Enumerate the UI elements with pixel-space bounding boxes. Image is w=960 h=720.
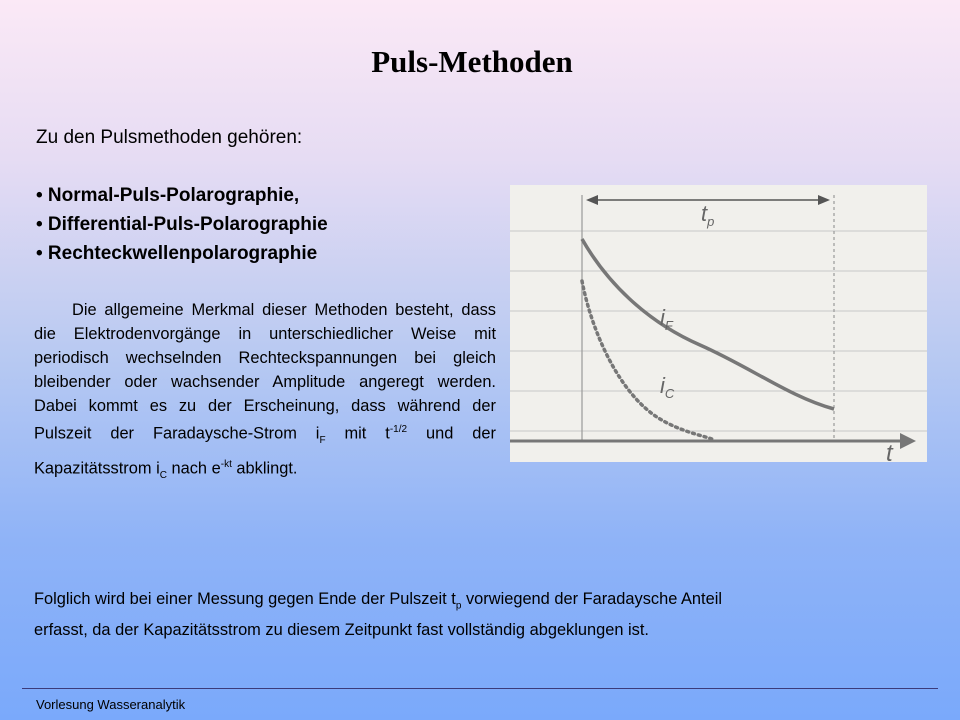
page-title: Puls-Methoden [371, 44, 573, 79]
time-axis-arrowhead [900, 433, 916, 449]
faradaic-current-curve [582, 239, 834, 409]
capacitive-current-label: $i_C$ [660, 373, 675, 401]
pulse-current-figure [510, 185, 927, 462]
footer-text: Vorlesung Wasseranalytik [36, 697, 186, 712]
conclusion-paragraph: Folglich wird bei einer Messung gegen Ende der Pulszeit $t_p$ vorwiegend der Faradaysche Anteil erfasst, da der Kapazitätsstrom zu diesem Zeitpunkt fast vollständig abgeklungen ist. [34, 590, 722, 640]
capacitive-current-curve [582, 281, 712, 439]
time-axis-label: t [886, 440, 893, 462]
pulse-current-diagram [510, 185, 927, 462]
tp-left-arrowhead [586, 195, 598, 205]
list-item: • Differential-Puls-Polarographie [36, 214, 328, 235]
tp-right-arrowhead [818, 195, 830, 205]
intro-text: Zu den Pulsmethoden gehören: [36, 127, 303, 148]
footer-divider [22, 688, 938, 689]
faradaic-current-label: $i_F$ [660, 305, 673, 333]
tp-label: $t_p$ [701, 201, 715, 229]
description-paragraph: Die allgemeine Merkmal dieser Methoden besteht, dass die Elektrodenvorgänge in unterschiedlicher Weise mit periodisch wechselnden Rechteckspannungen bei gleich bleibender oder wachsender Amplitude angeregt werden. Dabei kommt es zu der Erscheinung, dass während der Pulszeit der Faradaysche-Strom $i_F$ mit $t^{-1/2}$ und der Kapazitätsstrom $i_C$ nach $e^{-kt}$ abklingt. [34, 301, 496, 481]
grid-lines [510, 231, 927, 431]
list-item: • Normal-Puls-Polarographie, [36, 185, 300, 206]
list-item: • Rechteckwellenpolarographie [36, 243, 318, 264]
method-list [36, 181, 328, 268]
